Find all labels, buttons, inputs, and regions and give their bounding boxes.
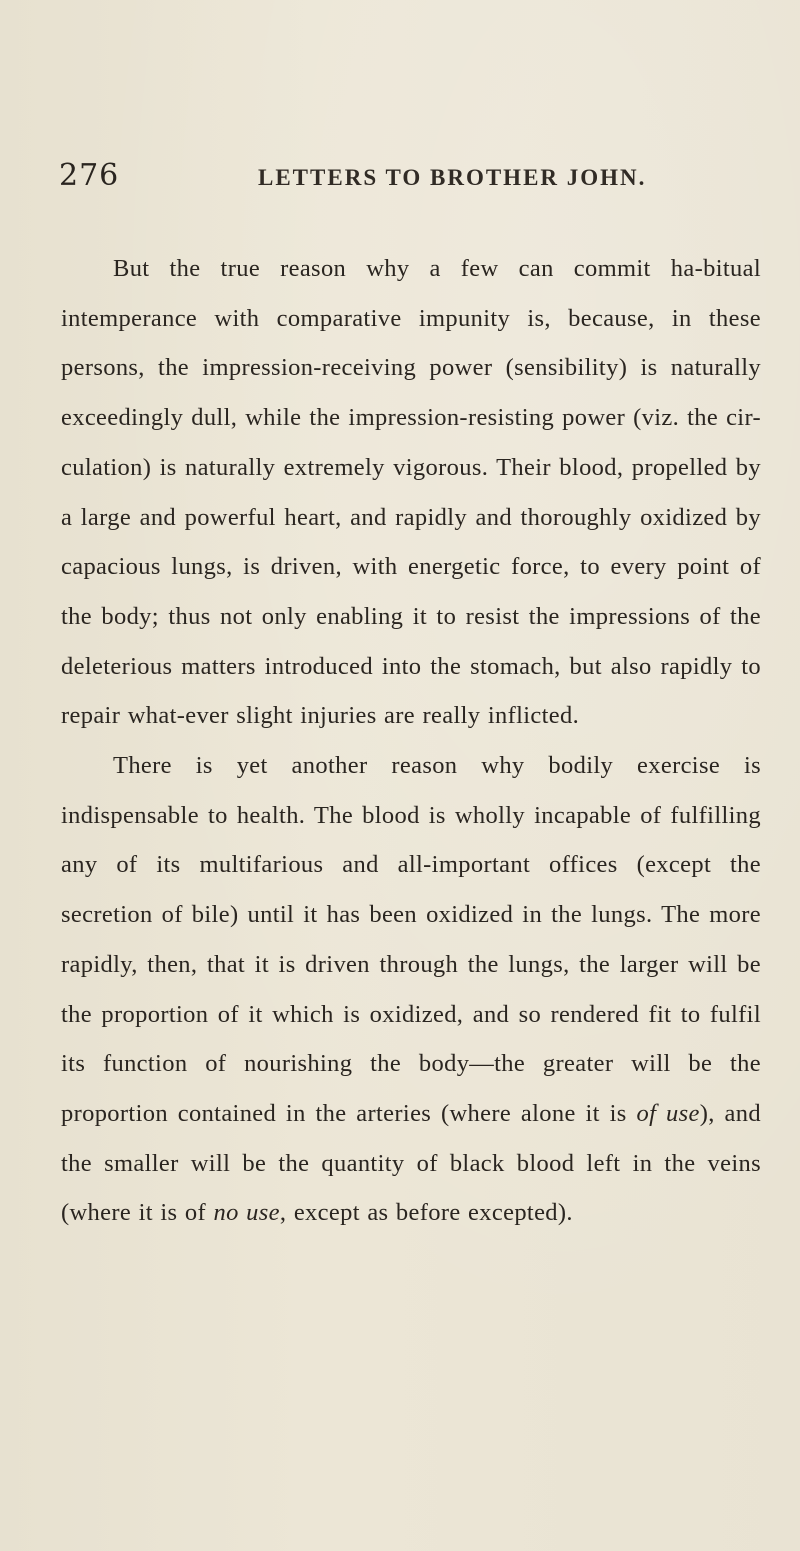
paragraph-2-text-c: , except as before excepted). xyxy=(279,1199,573,1227)
page-header xyxy=(0,158,800,198)
italic-no-use: no use xyxy=(213,1199,280,1227)
paragraph-2-text-b: ), and the smaller will be the quantity of black blood left in the veins (where it is of xyxy=(61,1099,761,1227)
body-text xyxy=(61,244,761,1238)
paragraph-1-text: But the true reason why a few can commit ha-bitual intemperance with comparative impunity is, because, in these persons, the impression-receiving power (sensibility) is naturally exceedingly dull, while the impression-resisting power (viz. the cir-culation) is naturally extremely vigorous. Their blood, propelled by a large and powerful heart, and rapidly and thoroughly oxidized by capacious lungs, is driven, with energetic force, to every point of the body; thus not only enabling it to resist the impressions of the deleterious matters introduced into the stomach, but also rapidly to repair what-ever slight injuries are really inflicted. xyxy=(61,255,761,730)
page-number: 276 xyxy=(59,158,120,193)
paragraph-2-text-a: There is yet another reason why bodily exercise is indispensable to health. The blood is wholly incapable of fulfilling any of its multifarious and all-important offices (except the secretion of bile) until it has been oxidized in the lungs. The more rapidly, then, that it is driven through the lungs, the larger will be the proportion of it which is oxidized, and so rendered fit to fulfil its function of nourishing the body—the greater will be the proportion contained in the arteries (where alone it is xyxy=(61,752,761,1127)
running-head: LETTERS TO BROTHER JOHN. xyxy=(258,165,647,190)
paragraph-2 xyxy=(61,741,761,1238)
paragraph-1 xyxy=(61,244,761,741)
italic-of-use: of use xyxy=(636,1099,700,1127)
